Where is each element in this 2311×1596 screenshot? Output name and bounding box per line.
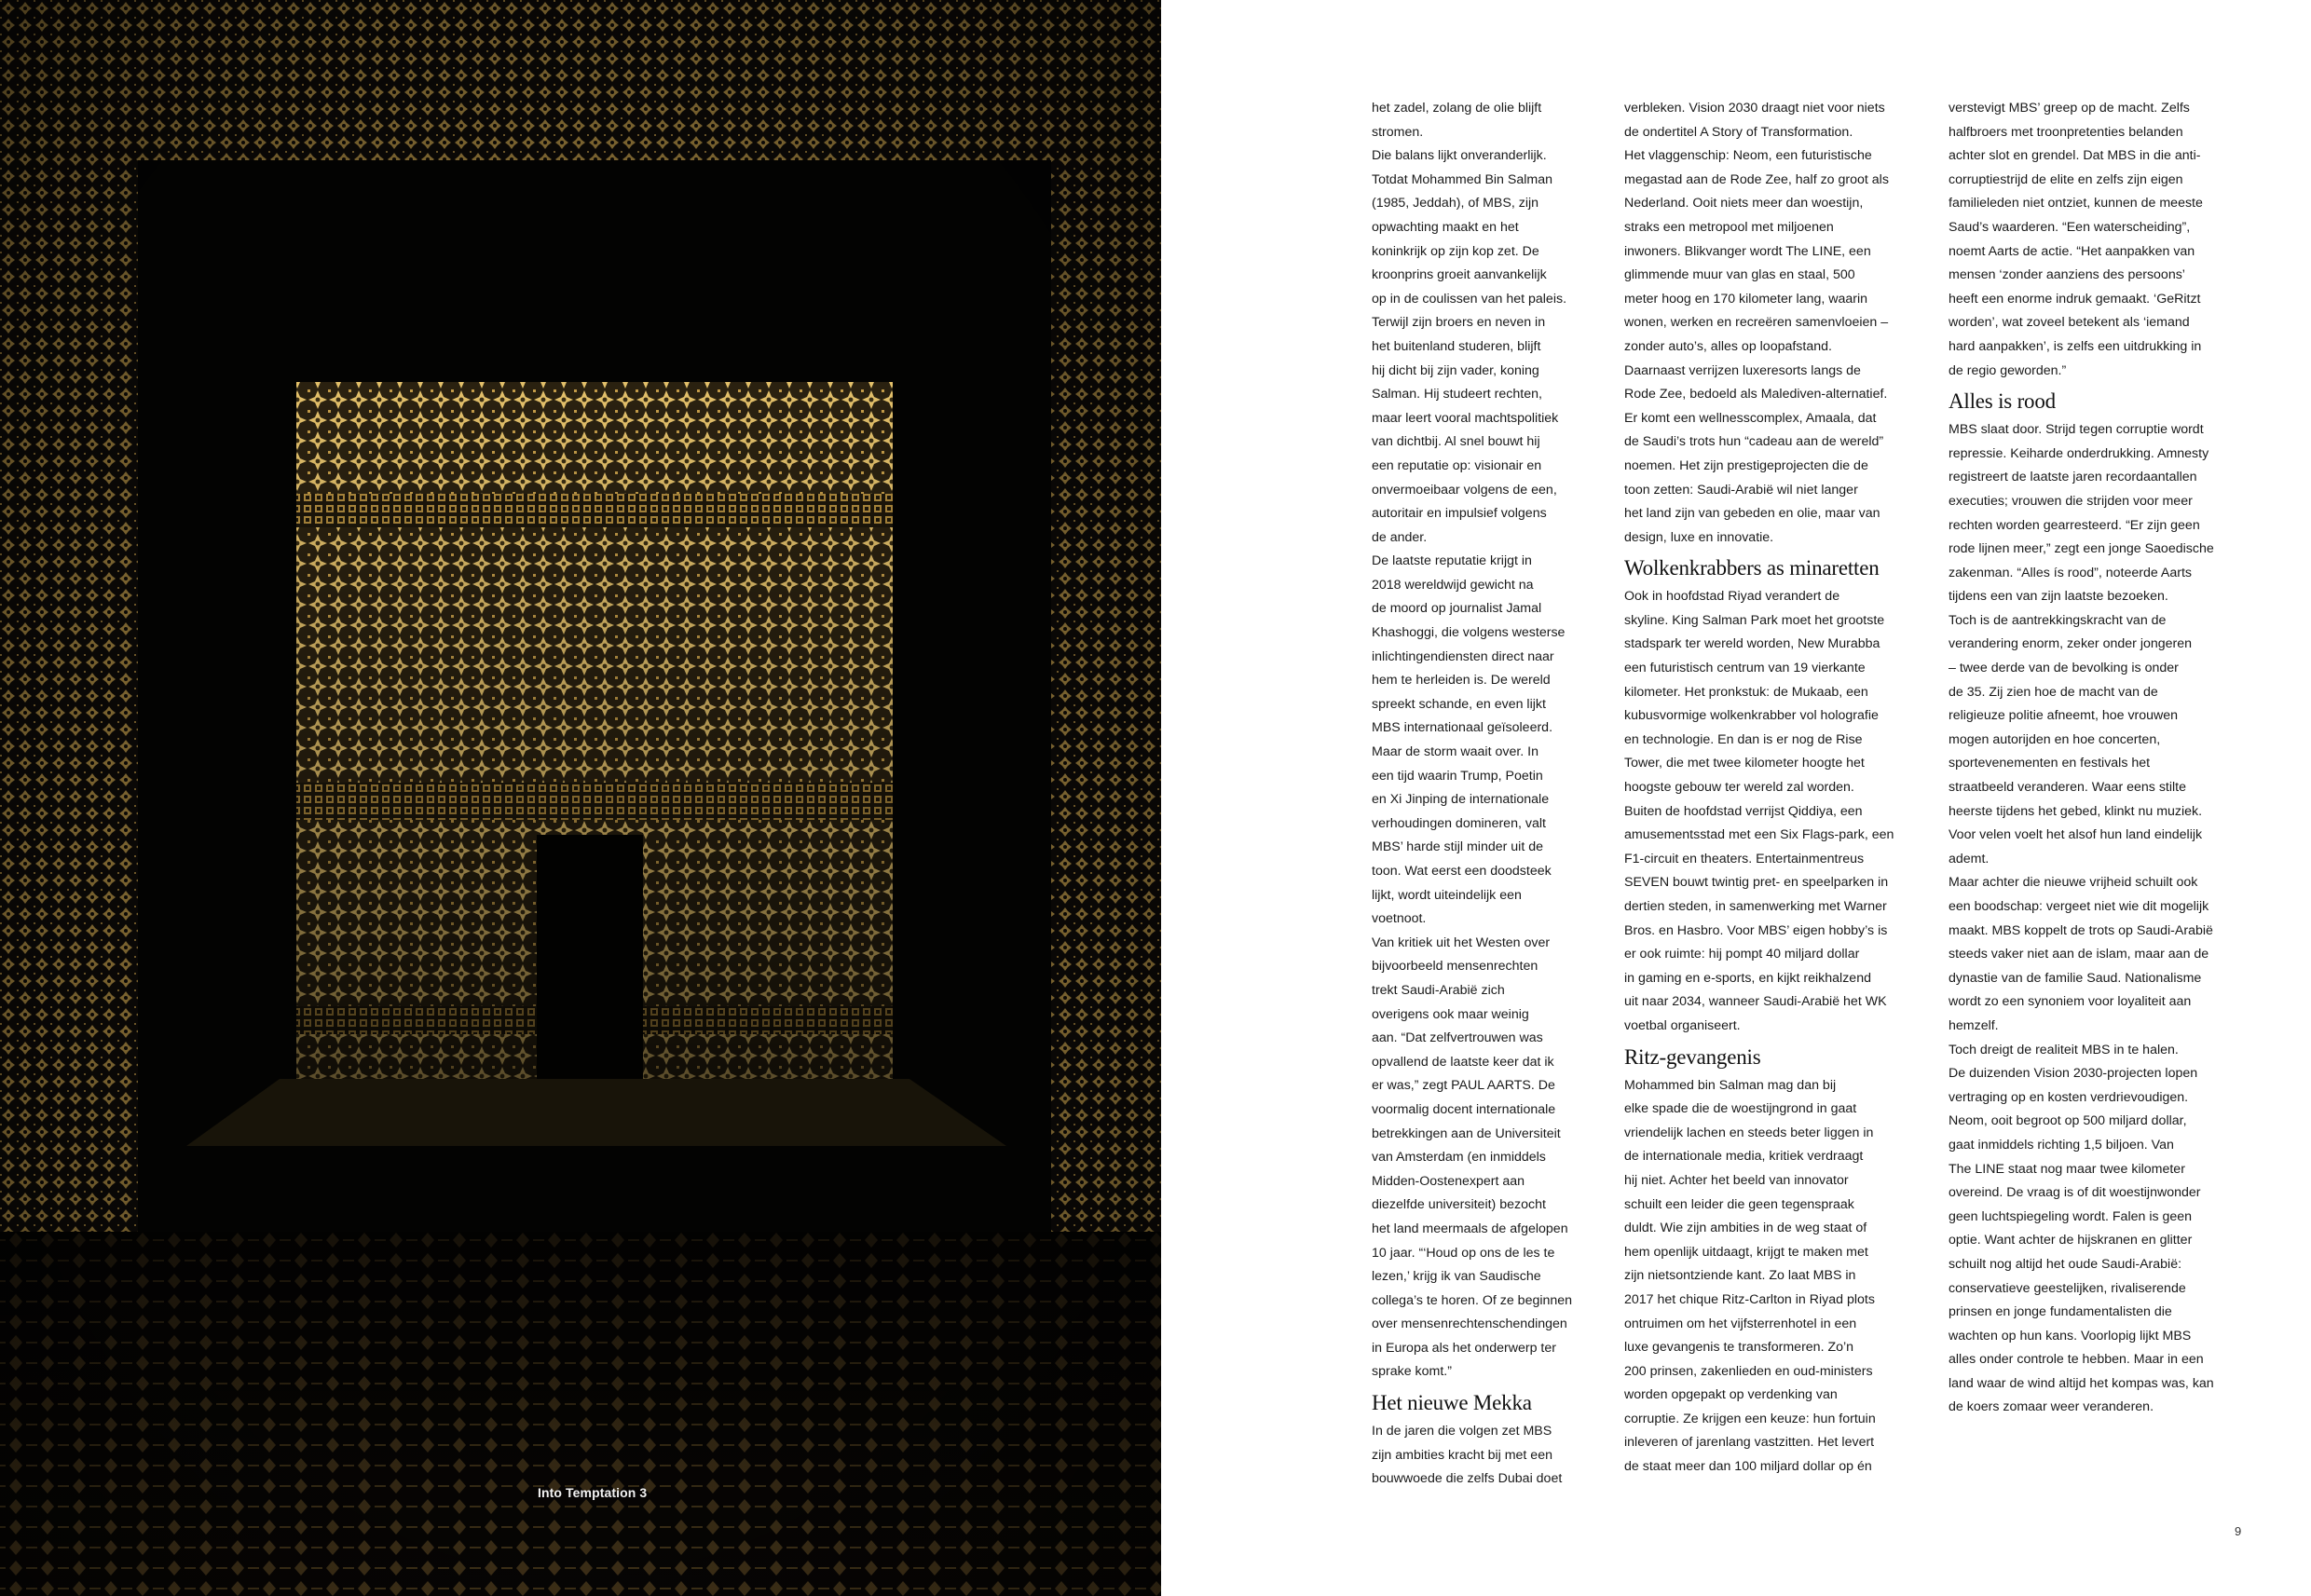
- text-line: De duizenden Vision 2030-projecten lopen: [1949, 1066, 2198, 1082]
- text-line: Daarnaast verrijzen luxeresorts langs de: [1624, 362, 1861, 378]
- text-line: rechten worden gearresteerd. “Er zijn geen: [1949, 517, 2200, 533]
- text-line: sprake komt.”: [1372, 1364, 1452, 1380]
- text-line: Tower, die met twee kilometer hoogte het: [1624, 756, 1865, 771]
- text-line: Rode Zee, bedoeld als Malediven-alternatief.: [1624, 387, 1888, 402]
- text-line: spreekt schande, en even lijkt: [1372, 696, 1546, 712]
- text-line: stadspark ter wereld worden, New Murabba: [1624, 636, 1880, 652]
- section-heading: Het nieuwe Mekka: [1372, 1391, 1532, 1415]
- text-line: verhoudingen domineren, valt: [1372, 815, 1546, 831]
- text-line: in Europa als het onderwerp ter: [1372, 1340, 1556, 1356]
- text-line: Toch dreigt de realiteit MBS in te halen.: [1949, 1042, 2179, 1057]
- text-line: executies; vrouwen die strijden voor meer: [1949, 493, 2193, 509]
- text-line: Nederland. Ooit niets meer dan woestijn,: [1624, 196, 1864, 211]
- text-line: – twee derde van de bevolking is onder: [1949, 661, 2179, 676]
- text-line: Bros. en Hasbro. Voor MBS’ eigen hobby’s is: [1624, 922, 1888, 938]
- text-line: een futuristisch centrum van 19 vierkante: [1624, 661, 1866, 676]
- section-heading: Wolkenkrabbers as minaretten: [1624, 556, 1880, 580]
- text-line: Mohammed bin Salman mag dan bij: [1624, 1077, 1837, 1093]
- text-line: zonder auto’s, alles op loopafstand.: [1624, 338, 1832, 354]
- text-line: 2018 wereldwijd gewicht na: [1372, 577, 1534, 593]
- text-line: heeft een enorme indruk gemaakt. ‘GeRitzt: [1949, 291, 2201, 307]
- text-line: land waar de wind altijd het kompas was, kan: [1949, 1375, 2214, 1391]
- text-line: mensen ‘zonder aanziens des persoons’: [1949, 267, 2185, 283]
- text-line: collega’s te horen. Of ze beginnen: [1372, 1292, 1573, 1308]
- text-line: (1985, Jeddah), of MBS, zijn: [1372, 196, 1539, 211]
- text-line: vriendelijk lachen en steeds beter liggen in: [1624, 1125, 1874, 1140]
- text-line: religieuze politie afneemt, hoe vrouwen: [1949, 708, 2179, 724]
- text-line: halfbroers met troonpretenties belanden: [1949, 124, 2183, 140]
- text-line: corruptie. Ze krijgen een keuze: hun fortuin: [1624, 1411, 1876, 1426]
- text-line: zijn ambities kracht bij met een: [1372, 1447, 1552, 1463]
- text-line: wachten op hun kans. Voorlopig lijkt MBS: [1949, 1328, 2192, 1344]
- text-line: stromen.: [1372, 124, 1424, 140]
- text-line: gaat inmiddels richting 1,5 biljoen. Van: [1949, 1137, 2174, 1153]
- text-line: De laatste reputatie krijgt in: [1372, 553, 1532, 569]
- text-line: ontruimen om het vijfsterrenhotel in een: [1624, 1316, 1857, 1331]
- text-line: Toch is de aantrekkingskracht van de: [1949, 612, 2167, 628]
- text-line: MBS’ harde stijl minder uit de: [1372, 839, 1543, 855]
- text-line: overigens ook maar weinig: [1372, 1006, 1529, 1022]
- text-line: sportevenementen en festivals het: [1949, 756, 2151, 771]
- section-heading: Alles is rood: [1949, 389, 2056, 414]
- text-line: Saud’s waarderen. “Een waterscheiding”,: [1949, 219, 2191, 235]
- text-line: een tijd waarin Trump, Poetin: [1372, 768, 1543, 784]
- text-line: straks een metropool met miljoenen: [1624, 219, 1834, 235]
- text-line: opvallend de laatste keer dat ik: [1372, 1054, 1554, 1070]
- text-line: glimmende muur van glas en staal, 500: [1624, 267, 1855, 283]
- text-line: corruptiestrijd de elite en zelfs zijn eigen: [1949, 171, 2183, 187]
- text-line: verandering enorm, zeker onder jongeren: [1949, 636, 2193, 652]
- text-line: wordt zo een synoniem voor loyaliteit aan: [1949, 994, 2192, 1010]
- text-line: de internationale media, kritiek verdraagt: [1624, 1149, 1864, 1165]
- text-line: de staat meer dan 100 miljard dollar op én: [1624, 1459, 1872, 1475]
- text-line: mogen autorijden en hoe concerten,: [1949, 731, 2161, 747]
- text-line: het zadel, zolang de olie blijft: [1372, 101, 1542, 116]
- text-line: kilometer. Het pronkstuk: de Mukaab, een: [1624, 684, 1868, 700]
- text-line: noemt Aarts de actie. “Het aanpakken van: [1949, 243, 2195, 259]
- text-line: het buitenland studeren, blijft: [1372, 338, 1541, 354]
- text-line: steeds vaker niet aan de islam, maar aan de: [1949, 947, 2209, 962]
- text-line: maar leert vooral machtspolitiek: [1372, 410, 1559, 426]
- section-heading: Ritz-gevangenis: [1624, 1044, 1761, 1069]
- text-line: de ander.: [1372, 529, 1428, 545]
- text-line: The LINE staat nog maar twee kilometer: [1949, 1161, 2185, 1177]
- text-line: lezen,’ krijg ik van Saudische: [1372, 1269, 1541, 1285]
- text-line: van dichtbij. Al snel bouwt hij: [1372, 434, 1540, 450]
- text-line: hard aanpakken’, is zelfs een uitdrukking in: [1949, 338, 2202, 354]
- text-line: de ondertitel A Story of Transformation.: [1624, 124, 1853, 140]
- text-line: dynastie van de familie Saud. Nationalisme: [1949, 970, 2202, 986]
- text-line: de 35. Zij zien hoe de macht van de: [1949, 684, 2158, 700]
- text-line: geen luchtspiegeling wordt. Falen is geen: [1949, 1208, 2193, 1224]
- text-line: opwachting maakt en het: [1372, 219, 1519, 235]
- text-line: skyline. King Salman Park moet het grootste: [1624, 612, 1885, 628]
- text-line: repressie. Keiharde onderdrukking. Amnesty: [1949, 445, 2209, 461]
- photo-caption: Into Temptation 3: [538, 1485, 648, 1500]
- text-line: meter hoog en 170 kilometer lang, waarin: [1624, 291, 1868, 307]
- text-line: schuilt nog altijd het oude Saudi-Arabië:: [1949, 1256, 2182, 1272]
- text-line: een reputatie op: visionair en: [1372, 457, 1542, 473]
- text-line: de koers zomaar weer veranderen.: [1949, 1399, 2154, 1415]
- text-line: megastad aan de Rode Zee, half zo groot als: [1624, 171, 1889, 187]
- text-line: achter slot en grendel. Dat MBS in die anti-: [1949, 148, 2201, 164]
- text-line: Totdat Mohammed Bin Salman: [1372, 171, 1552, 187]
- text-line: tijdens een van zijn laatste bezoeken.: [1949, 589, 2168, 605]
- text-line: van Amsterdam (en inmiddels: [1372, 1150, 1546, 1166]
- text-line: design, luxe en innovatie.: [1624, 529, 1774, 545]
- text-line: luxe gevangenis te transformeren. Zo’n: [1624, 1340, 1854, 1356]
- text-line: Khashoggi, die volgens westerse: [1372, 625, 1566, 641]
- text-line: bouwwoede die zelfs Dubai doet: [1372, 1471, 1563, 1487]
- text-line: heerste tijdens het gebed, klinkt nu muziek.: [1949, 803, 2203, 819]
- text-line: vertraging op en kosten verdrievoudigen.: [1949, 1089, 2189, 1105]
- text-line: 10 jaar. “‘Houd op ons de les te: [1372, 1245, 1555, 1261]
- text-line: en technologie. En dan is er nog de Rise: [1624, 731, 1863, 747]
- article-column-2: [1624, 97, 1894, 1480]
- text-line: in gaming en e-sports, en kijkt reikhalzend: [1624, 970, 1871, 986]
- text-line: de Saudi’s trots hun “cadeau aan de wereld”: [1624, 434, 1884, 450]
- text-line: hem te herleiden is. De wereld: [1372, 673, 1551, 689]
- text-line: de regio geworden.”: [1949, 362, 2067, 378]
- text-line: voetbal organiseert.: [1624, 1017, 1741, 1033]
- text-line: MBS internationaal geïsoleerd.: [1372, 720, 1553, 736]
- text-line: Van kritiek uit het Westen over: [1372, 934, 1551, 950]
- text-line: duldt. Wie zijn ambities in de weg staat of: [1624, 1221, 1867, 1236]
- text-line: de moord op journalist Jamal: [1372, 601, 1542, 617]
- text-line: hemzelf.: [1949, 1017, 1999, 1033]
- text-line: conservatieve geestelijken, rivaliserende: [1949, 1280, 2186, 1296]
- text-line: hij niet. Achter het beeld van innovator: [1624, 1172, 1849, 1188]
- text-line: kubusvormige wolkenkrabber vol holografie: [1624, 708, 1879, 724]
- text-line: inlichtingendiensten direct naar: [1372, 648, 1554, 664]
- text-line: Voor velen voelt het alsof hun land eindelijk: [1949, 827, 2203, 843]
- text-line: toon. Wat eerst een doodsteek: [1372, 864, 1552, 879]
- text-line: 200 prinsen, zakenlieden en oud-ministers: [1624, 1363, 1873, 1379]
- text-line: Er komt een wellnesscomplex, Amaala, dat: [1624, 410, 1877, 426]
- text-line: Het vlaggenschip: Neom, een futuristische: [1624, 148, 1872, 164]
- text-line: MBS slaat door. Strijd tegen corruptie wordt: [1949, 422, 2204, 438]
- text-line: inwoners. Blikvanger wordt The LINE, een: [1624, 243, 1871, 259]
- text-line: autoritair en impulsief volgens: [1372, 506, 1547, 522]
- text-line: koninkrijk op zijn kop zet. De: [1372, 243, 1539, 259]
- text-line: zijn nietsontziende kant. Zo laat MBS in: [1624, 1268, 1856, 1284]
- text-line: zakenman. “Alles ís rood”, noteerde Aarts: [1949, 565, 2193, 580]
- text-line: 2017 het chique Ritz-Carlton in Riyad plots: [1624, 1291, 1875, 1307]
- text-line: Ook in hoofdstad Riyad verandert de: [1624, 589, 1840, 605]
- text-line: noemen. Het zijn prestigeprojecten die de: [1624, 457, 1868, 473]
- article-column-1: [1372, 97, 1584, 1492]
- text-line: en Xi Jinping de internationale: [1372, 792, 1550, 808]
- text-line: optie. Want achter de hijskranen en glitter: [1949, 1233, 2193, 1248]
- text-line: inleveren of jarenlang vastzitten. Het levert: [1624, 1435, 1875, 1451]
- text-line: Maar achter die nieuwe vrijheid schuilt ook: [1949, 875, 2198, 891]
- text-line: uit naar 2034, wanneer Saudi-Arabië het WK: [1624, 994, 1887, 1010]
- text-line: Maar de storm waait over. In: [1372, 744, 1538, 760]
- text-line: betrekkingen aan de Universiteit: [1372, 1125, 1561, 1141]
- text-line: verstevigt MBS’ greep op de macht. Zelfs: [1949, 101, 2190, 116]
- text-line: Neom, ooit begroot op 500 miljard dollar,: [1949, 1113, 2187, 1129]
- text-line: maakt. MBS koppelt de trots op Saudi-Arabië: [1949, 922, 2213, 938]
- text-line: alles onder controle te hebben. Maar in een: [1949, 1352, 2204, 1368]
- text-line: Salman. Hij studeert rechten,: [1372, 387, 1542, 402]
- text-line: Terwijl zijn broers en neven in: [1372, 315, 1546, 331]
- text-line: elke spade die de woestijngrond in gaat: [1624, 1101, 1857, 1117]
- page-number: 9: [2235, 1524, 2242, 1538]
- text-line: overeind. De vraag is of dit woestijnwonder: [1949, 1185, 2201, 1201]
- text-line: aan. “Dat zelfvertrouwen was: [1372, 1030, 1543, 1046]
- text-line: lijkt, wordt uiteindelijk een: [1372, 887, 1522, 903]
- text-line: amusementsstad met een Six Flags-park, een: [1624, 827, 1894, 843]
- text-line: Buiten de hoofdstad verrijst Qiddiya, een: [1624, 803, 1863, 819]
- text-line: worden’, wat zoveel betekent als ‘iemand: [1949, 315, 2190, 331]
- text-line: er was,” zegt PAUL AARTS. De: [1372, 1078, 1555, 1094]
- text-line: hij dicht bij zijn vader, koning: [1372, 362, 1539, 378]
- article-column-3: [1949, 97, 2214, 1420]
- text-line: onvermoeibaar volgens de een,: [1372, 482, 1557, 498]
- text-line: voormalig docent internationale: [1372, 1101, 1556, 1117]
- text-line: worden opgepakt op verdenking van: [1624, 1387, 1838, 1403]
- text-line: wonen, werken en recreëren samenvloeien –: [1624, 315, 1889, 331]
- text-line: Midden-Oostenexpert aan: [1372, 1173, 1525, 1189]
- text-line: trekt Saudi-Arabië zich: [1372, 982, 1505, 998]
- text-line: verbleken. Vision 2030 draagt niet voor niets: [1624, 101, 1885, 116]
- text-line: bijvoorbeeld mensenrechten: [1372, 959, 1538, 975]
- text-line: het land zijn van gebeden en olie, maar van: [1624, 506, 1880, 522]
- text-line: toon zetten: Saudi-Arabië wil niet langer: [1624, 482, 1858, 498]
- text-line: dertien steden, in samenwerking met Warner: [1624, 899, 1887, 914]
- text-line: rode lijnen meer,” zegt een jonge Saoedische: [1949, 541, 2214, 557]
- text-line: straatbeeld veranderen. Waar eens stilte: [1949, 780, 2186, 796]
- text-line: diezelfde universiteit) bezocht: [1372, 1197, 1546, 1213]
- text-line: F1-circuit en theaters. Entertainmentreus: [1624, 851, 1865, 866]
- text-line: SEVEN bouwt twintig pret- en speelparken in: [1624, 875, 1889, 891]
- text-line: ademt.: [1949, 851, 1990, 866]
- text-line: een boodschap: vergeet niet wie dit mogelijk: [1949, 899, 2209, 914]
- text-line: kroonprins groeit aanvankelijk: [1372, 267, 1547, 283]
- text-line: over mensenrechtenschendingen: [1372, 1316, 1567, 1332]
- text-line: op in de coulissen van het paleis.: [1372, 291, 1567, 307]
- text-line: registreert de laatste jaren recordaantallen: [1949, 470, 2197, 485]
- text-line: In de jaren die volgen zet MBS: [1372, 1424, 1552, 1439]
- text-line: er ook ruimte: hij pompt 40 miljard dollar: [1624, 947, 1860, 962]
- text-line: Die balans lijkt onveranderlijk.: [1372, 148, 1547, 164]
- text-line: voetnoot.: [1372, 911, 1427, 927]
- text-line: het land meermaals de afgelopen: [1372, 1221, 1568, 1236]
- text-line: schuilt een leider die geen tegenspraak: [1624, 1196, 1854, 1212]
- text-line: familieleden niet ontziet, kunnen de meeste: [1949, 196, 2203, 211]
- text-line: hoogste gebouw ter wereld zal worden.: [1624, 780, 1854, 796]
- text-line: hem openlijk uitdaagt, krijgt te maken met: [1624, 1244, 1868, 1260]
- text-line: prinsen en jonge fundamentalisten die: [1949, 1304, 2172, 1320]
